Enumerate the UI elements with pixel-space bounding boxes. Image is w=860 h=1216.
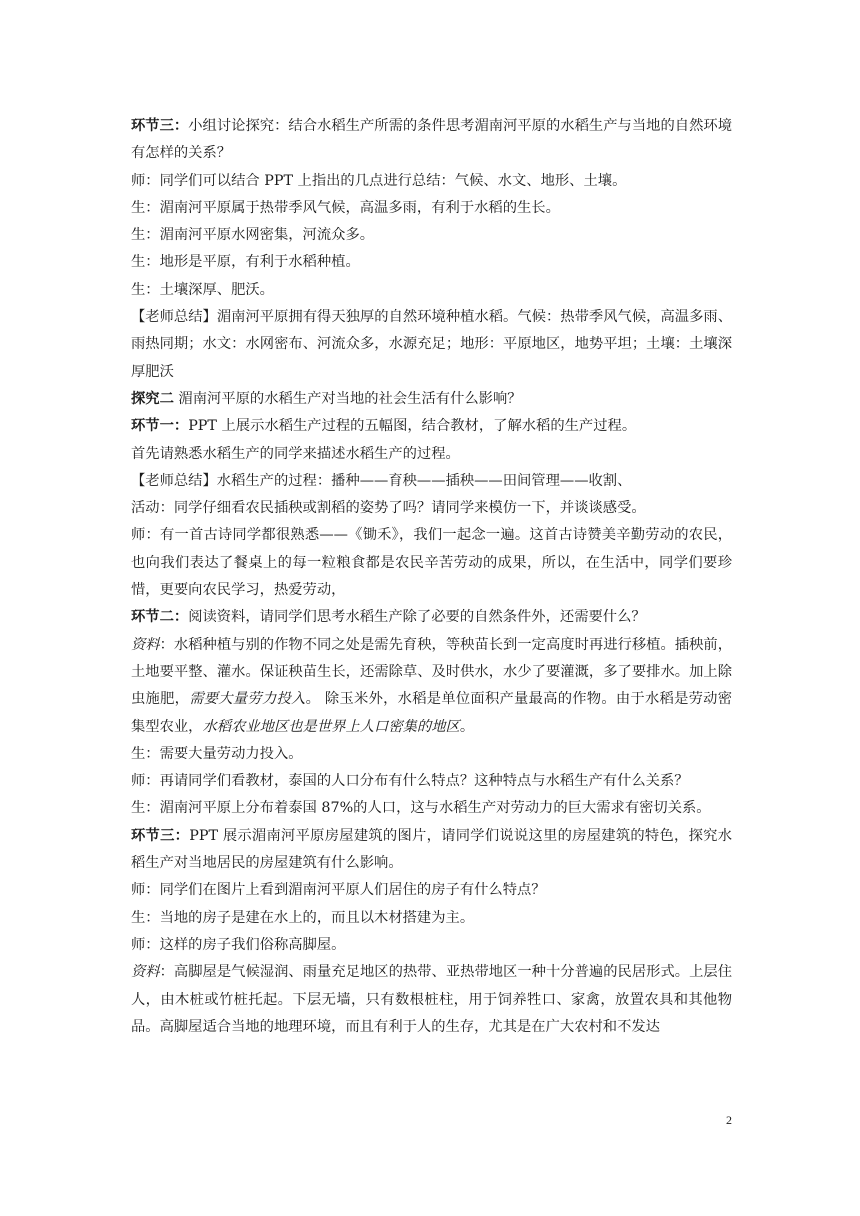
paragraph [131, 495, 732, 522]
text-run: 生：当地的房子是建在水上的，而且以木材搭建为主。 [131, 909, 475, 926]
paragraph [131, 522, 732, 604]
text-run: 首先请熟悉水稻生产的同学来描述水稻生产的过程。 [131, 445, 460, 462]
emphasis-text: 资料 [131, 636, 160, 653]
paragraph [131, 604, 732, 631]
paragraph [131, 932, 732, 959]
paragraph [131, 905, 732, 932]
text-run: 生：地形是平原，有利于水稻种植。 [131, 254, 360, 271]
paragraph [131, 413, 732, 440]
page-number: 2 [726, 1113, 732, 1127]
paragraph [131, 277, 732, 304]
paragraph [131, 877, 732, 904]
paragraph [131, 304, 732, 386]
text-run: ：水稻种植与别的作物不同之处是需先育秧，等秧苗长到一定高度时再进行移植。插秧前，土地要平整、灌水。保证秧苗生长，还需除草、及时供水，水少了要灌溉，多了要排水。加上除虫施肥， [131, 636, 733, 708]
text-run: 湄南河平原的水稻生产对当地的社会生活有什么影响？ [173, 390, 522, 407]
text-run: 师：同学们可以结合 PPT 上指出的几点进行总结：气候、水文、地形、土壤。 [131, 172, 627, 189]
body-text [131, 113, 732, 1041]
text-run: 生：需要大量劳动力投入。 [131, 745, 303, 762]
emphasis-text: 需要大量劳力投入 [189, 691, 306, 708]
text-run: 师：再请同学们看教材，泰国的人口分布有什么特点？这种特点与水稻生产有什么关系？ [131, 773, 689, 790]
text-run: 。 除玉米外，水稻是单位面积产量最高的作物。由于水稻是劳动密集型农业， [131, 691, 733, 735]
text-run: 小组讨论探究：结合水稻生产所需的条件思考湄南河平原的水稻生产与当地的自然环境有怎样的关系？ [131, 118, 733, 162]
section-heading: 环节三： [131, 827, 190, 844]
text-run: 【老师总结】湄南河平原拥有得天独厚的自然环境种植水稻。气候：热带季风气候，高温多雨、雨热同期；水文：水网密布、河流众多，水源充足；地形：平原地区，地势平坦；土壤：土壤深厚肥沃 [131, 309, 732, 380]
paragraph [131, 823, 732, 878]
paragraph [131, 195, 732, 222]
text-run: ：高脚屋是气候湿润、雨量充足地区的热带、亚热带地区一种十分普遍的民居形式。上层住人，由木桩或竹桩托起。下层无墙，只有数根桩柱，用于饲养牲口、家禽，放置农具和其他物品。高脚屋适合当地的地理环境，而且有利于人的生存，尤其是在广大农村和不发达 [131, 964, 733, 1035]
paragraph [131, 741, 732, 768]
section-heading: 环节三： [131, 118, 189, 134]
section-heading: 环节二： [131, 609, 189, 626]
section-heading: 探究二 [131, 390, 174, 407]
paragraph [131, 168, 732, 195]
text-run: PPT 展示湄南河平原房屋建筑的图片，请同学们说说这里的房屋建筑的特色，探究水稻生产对当地居民的房屋建筑有什么影响。 [131, 827, 732, 872]
text-run: 师：有一首古诗同学都很熟悉——《锄禾》，我们一起念一遍。这首古诗赞美辛勤劳动的农民，也向我们表达了餐桌上的每一粒粮食都是农民辛苦劳动的成果，所以，在生活中，同学们要珍惜，更要向农民学习，热爱劳动， [131, 527, 732, 599]
paragraph [131, 632, 732, 741]
emphasis-text: 资料 [131, 964, 160, 981]
paragraph [131, 386, 732, 413]
section-heading: 环节一： [131, 418, 189, 435]
paragraph [131, 222, 732, 249]
text-run: 生：湄南河平原上分布着泰国 87%的人口，这与水稻生产对劳动力的巨大需求有密切关系。 [131, 800, 711, 817]
text-run: 师：同学们在图片上看到湄南河平原人们居住的房子有什么特点？ [131, 882, 546, 899]
text-run: 阅读资料，请同学们思考水稻生产除了必要的自然条件外，还需要什么？ [188, 609, 646, 626]
paragraph [131, 768, 732, 795]
text-run: 生：湄南河平原水网密集，河流众多。 [131, 227, 375, 244]
text-run: 生：湄南河平原属于热带季风气候，高温多雨，有利于水稻的生长。 [131, 199, 560, 216]
text-run: PPT 上展示水稻生产过程的五幅图，结合教材，了解水稻的生产过程。 [188, 418, 637, 435]
paragraph [131, 113, 732, 168]
text-run: 活动：同学仔细看农民插秧或割稻的姿势了吗？请同学来模仿一下，并谈谈感受。 [131, 500, 646, 517]
text-run: 【老师总结】水稻生产的过程：播种——育秧——插秧——田间管理——收割、 [131, 472, 632, 489]
paragraph [131, 441, 732, 468]
text-run: 。 [459, 718, 475, 735]
paragraph [131, 795, 732, 822]
paragraph [131, 959, 732, 1041]
text-run: 生：土壤深厚、肥沃。 [131, 281, 274, 298]
paragraph [131, 249, 732, 276]
emphasis-text: 水稻农业地区也是世界上人口密集的地区 [202, 718, 460, 735]
paragraph [131, 468, 732, 495]
text-run: 师：这样的房子我们俗称高脚屋。 [131, 936, 346, 953]
